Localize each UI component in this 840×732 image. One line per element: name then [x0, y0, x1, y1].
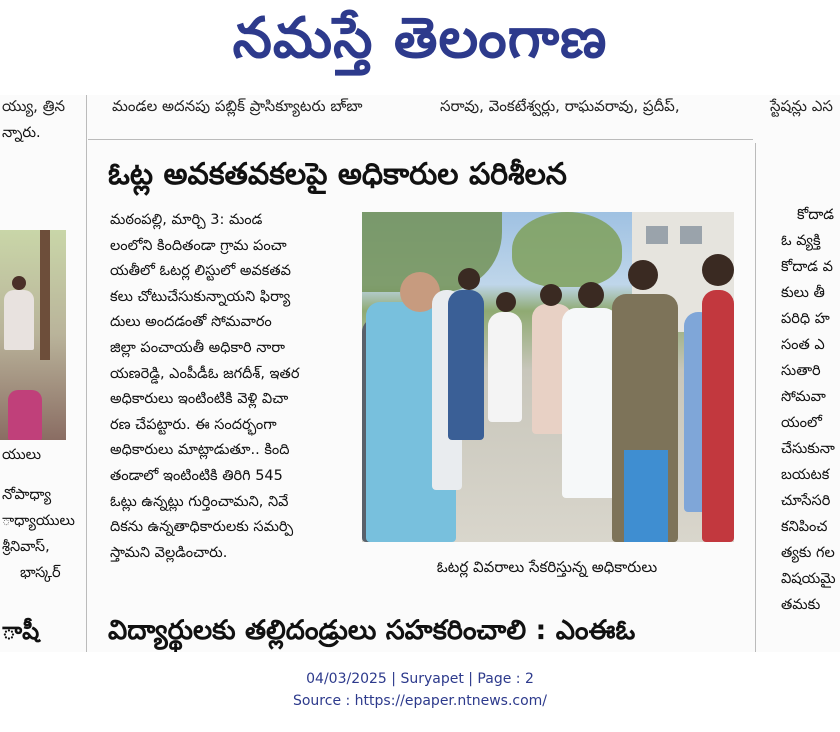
masthead	[0, 0, 840, 95]
right-text: కనిపించ	[781, 519, 828, 535]
right-text: యంలో	[781, 415, 822, 431]
right-text: బయటక	[781, 467, 830, 483]
column-divider	[86, 95, 87, 652]
left-caption: యులు	[2, 447, 41, 463]
section-divider	[88, 139, 753, 140]
body-line: మఠంపల్లి, మార్చి 3: మండ	[110, 212, 263, 228]
right-text: త్యకు గల	[781, 545, 835, 561]
right-text: సోమవా	[781, 389, 826, 405]
left-text: ాధ్యాయులు	[2, 513, 75, 529]
body-line: ఓట్లు ఉన్నట్లు గుర్తించామని, నివే	[110, 493, 289, 510]
left-photo	[0, 230, 66, 440]
left-text: ాషీ	[2, 617, 40, 645]
body-line: లంలోని కిందితండా గ్రామ పంచా	[110, 237, 287, 254]
footer-date-page: 04/03/2025 | Suryapet | Page : 2	[306, 671, 534, 687]
right-text: చేసుకునా	[781, 441, 835, 457]
newspaper-title: నమస్తే తెలంగాణ	[232, 6, 608, 71]
page-footer	[0, 668, 840, 712]
right-text: సుతారి	[781, 363, 821, 379]
body-line: అధికారులు మాట్లాడుతూ.. కింది	[110, 442, 290, 459]
right-text: కులు తీ	[781, 285, 825, 301]
right-text: తమకు	[781, 597, 821, 613]
newspaper-clipping	[0, 95, 840, 652]
body-line: కలు చోటుచేసుకున్నాయని ఫిర్యా	[110, 288, 291, 305]
left-text: శ్రీనివాస్,	[2, 539, 50, 555]
top-snippet: య్యు, త్రిన	[2, 97, 65, 115]
article-headline: ఓట్ల అవకతవకలపై అధికారుల పరిశీలన	[108, 157, 567, 192]
body-line: తండాలో ఇంటింటికి తిరిగి 545	[110, 467, 283, 484]
left-text: న్నారు.	[2, 125, 41, 141]
body-line: స్తామని వెల్లడించారు.	[110, 544, 228, 561]
article-body	[110, 208, 350, 566]
body-line: దులు అందడంతో సోమవారం	[110, 314, 272, 331]
footer-source-link[interactable]: Source : https://epaper.ntnews.com/	[292, 693, 548, 709]
body-line: యతీలో ఓటర్ల లిస్టులో అవకతవ	[110, 263, 291, 280]
body-line: రణ చేపట్టారు. ఈ సందర్భంగా	[110, 416, 277, 433]
body-line: యణరెడ్డి, ఎంపీడీఓ జగదీశ్, ఇతర	[110, 365, 300, 382]
body-line: అధికారులు ఇంటింటికి వెళ్లి విచా	[110, 391, 289, 408]
body-line: జిల్లా పంచాయతీ అధికారి నారా	[110, 339, 285, 356]
left-text: నోపాధ్యా	[2, 487, 52, 503]
right-text: కోదాడ వ	[781, 259, 833, 275]
article-photo	[362, 212, 734, 542]
body-line: దికను ఉన్నతాధికారులకు సమర్పి	[110, 519, 294, 536]
top-snippet: మండల అదనపు పబ్లిక్ ప్రాసిక్యూటరు బా్బా	[112, 97, 363, 115]
photo-caption: ఓటర్ల వివరాలు సేకరిస్తున్న అధికారులు	[436, 558, 658, 576]
right-text: పరిధి హ	[781, 311, 830, 327]
column-divider	[755, 143, 756, 652]
top-snippet: స్టేషన్లు ఎస	[770, 97, 833, 115]
right-text: ఓ వ్యక్తి	[781, 233, 821, 249]
right-text: విషయమై	[781, 571, 836, 587]
next-article-headline: విద్యార్థులకు తల్లిదండ్రులు సహకరించాలి : ఎంఈఓ	[108, 615, 636, 646]
top-snippet: సరావు, వెంకటేశ్వర్లు, రాఘవరావు, ప్రదీప్,	[440, 97, 680, 115]
right-text: కోదాడ	[797, 207, 835, 223]
left-text: భాస్కర్	[20, 565, 61, 581]
right-text: సంత ఎ	[781, 337, 825, 353]
right-text: చూసేసరి	[781, 493, 831, 509]
